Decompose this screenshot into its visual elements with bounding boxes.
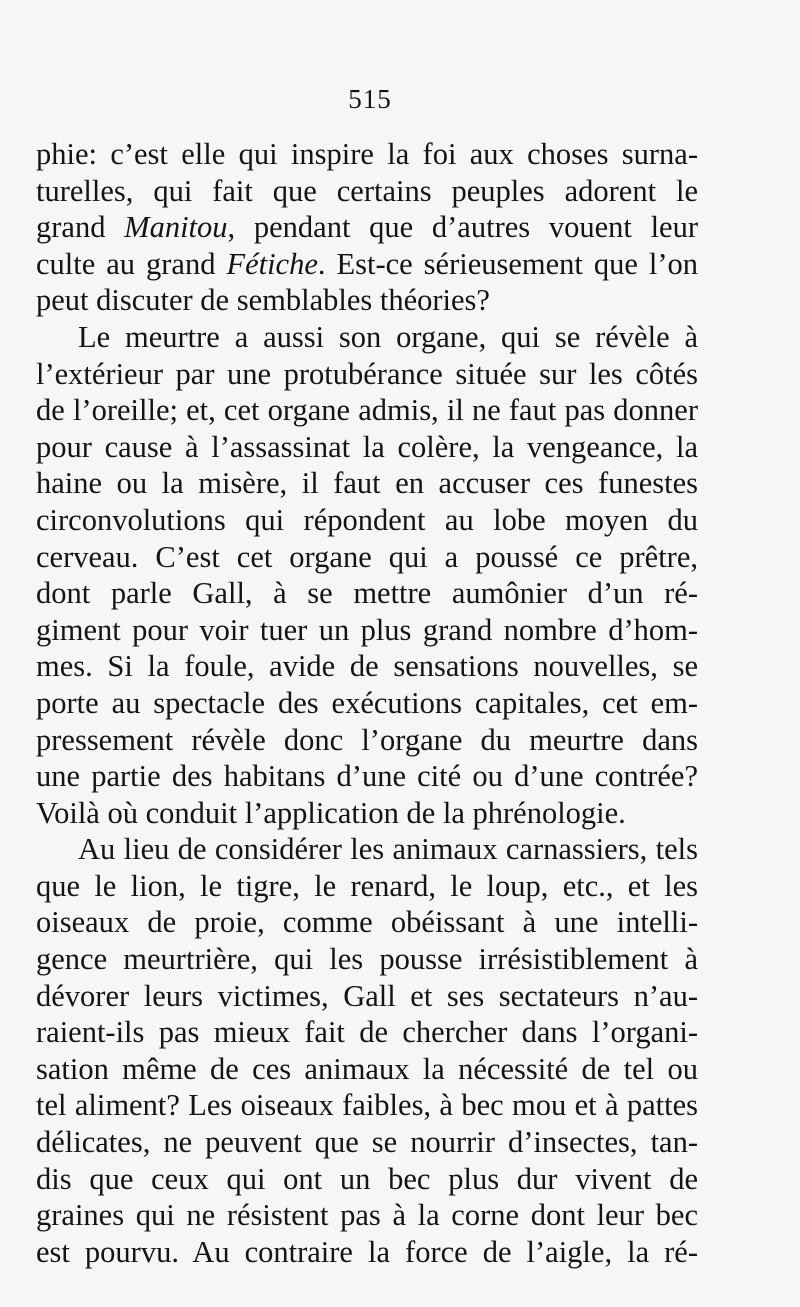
- page-number: 515: [348, 84, 392, 114]
- text-line: [36, 758, 698, 795]
- text-line: [36, 648, 698, 685]
- text-line: [36, 282, 698, 319]
- text-line: [36, 246, 698, 283]
- text-segment: grand: [36, 210, 125, 245]
- text-line: [36, 356, 698, 393]
- text-segment: est pourvu. Au contraire la force de l’aigle, la ré-: [36, 1234, 698, 1269]
- text-line: [36, 392, 698, 429]
- text-line: [36, 1161, 698, 1198]
- text-segment: turelles, qui fait que certains peuples adorent le: [36, 173, 698, 208]
- text-segment: dis que ceux qui ont un bec plus dur vivent de: [36, 1161, 698, 1196]
- text-line: [36, 173, 698, 210]
- text-line: [36, 978, 698, 1015]
- text-segment: peut discuter de semblables théories?: [36, 283, 490, 318]
- italic-text: Fétiche: [226, 246, 318, 281]
- text-segment: mes. Si la foule, avide de sensations nouvelles, se: [36, 649, 698, 684]
- text-line: [36, 868, 698, 905]
- text-line: [36, 685, 698, 722]
- text-segment: circonvolutions qui répondent au lobe moyen du: [36, 502, 698, 537]
- text-line: [36, 465, 698, 502]
- body-text: [36, 136, 698, 1270]
- text-segment: oiseaux de proie, comme obéissant à une intelli-: [36, 905, 698, 940]
- text-line: [36, 429, 698, 466]
- text-segment: sation même de ces animaux la nécessité de tel ou: [36, 1051, 698, 1086]
- text-line: [36, 1051, 698, 1088]
- text-line: [36, 502, 698, 539]
- text-segment: haine ou la misère, il faut en accuser ces funestes: [36, 466, 698, 501]
- text-segment: pour cause à l’assassinat la colère, la vengeance, la: [36, 429, 698, 464]
- text-line: [36, 831, 698, 868]
- text-segment: Voilà où conduit l’application de la phrénologie.: [36, 795, 626, 830]
- text-line: [36, 722, 698, 759]
- text-segment: graines qui ne résistent pas à la corne dont leur bec: [36, 1198, 698, 1233]
- text-segment: porte au spectacle des exécutions capitales, cet em-: [36, 685, 698, 720]
- text-segment: gence meurtrière, qui les pousse irrésistiblement à: [36, 942, 698, 977]
- text-segment: dont parle Gall, à se mettre aumônier d’un ré-: [36, 576, 698, 611]
- text-segment: délicates, ne peuvent que se nourrir d’insectes, tan-: [36, 1125, 698, 1160]
- text-line: [36, 941, 698, 978]
- text-line: [36, 209, 698, 246]
- text-line: [36, 1087, 698, 1124]
- text-line: [36, 795, 698, 832]
- text-line: [36, 1124, 698, 1161]
- text-segment: , pendant que d’autres vouent leur: [227, 210, 698, 245]
- text-segment: pressement révèle donc l’organe du meurtre dans: [36, 722, 698, 757]
- text-segment: de l’oreille; et, cet organe admis, il ne faut pas donner: [36, 393, 698, 428]
- text-segment: culte au grand: [36, 246, 227, 281]
- italic-text: Manitou: [124, 210, 228, 245]
- text-line: [36, 1197, 698, 1234]
- text-line: [36, 904, 698, 941]
- text-segment: raient-ils pas mieux fait de chercher dans l’organi-: [36, 1015, 698, 1050]
- text-segment: une partie des habitans d’une cité ou d’une contrée?: [36, 759, 698, 794]
- text-segment: Le meurtre a aussi son organe, qui se révèle à: [78, 319, 698, 354]
- text-line: [36, 612, 698, 649]
- text-segment: Au lieu de considérer les animaux carnassiers, tels: [78, 832, 698, 867]
- text-line: [36, 575, 698, 612]
- text-segment: phie: c’est elle qui inspire la foi aux choses surna-: [36, 137, 698, 171]
- text-segment: cerveau. C’est cet organe qui a poussé ce prêtre,: [36, 539, 698, 574]
- text-segment: giment pour voir tuer un plus grand nombre d’hom-: [36, 612, 698, 647]
- text-segment: que le lion, le tigre, le renard, le loup, etc., et les: [36, 868, 698, 903]
- text-segment: tel aliment? Les oiseaux faibles, à bec mou et à pattes: [36, 1088, 698, 1123]
- text-line: [36, 539, 698, 576]
- text-segment: . Est-ce sérieusement que l’on: [317, 246, 698, 281]
- text-segment: dévorer leurs victimes, Gall et ses sectateurs n’au-: [36, 978, 698, 1013]
- text-segment: l’extérieur par une protubérance située sur les côtés: [36, 356, 698, 391]
- text-line: [36, 1234, 698, 1271]
- text-line: [36, 136, 698, 173]
- text-line: [36, 319, 698, 356]
- text-line: [36, 1014, 698, 1051]
